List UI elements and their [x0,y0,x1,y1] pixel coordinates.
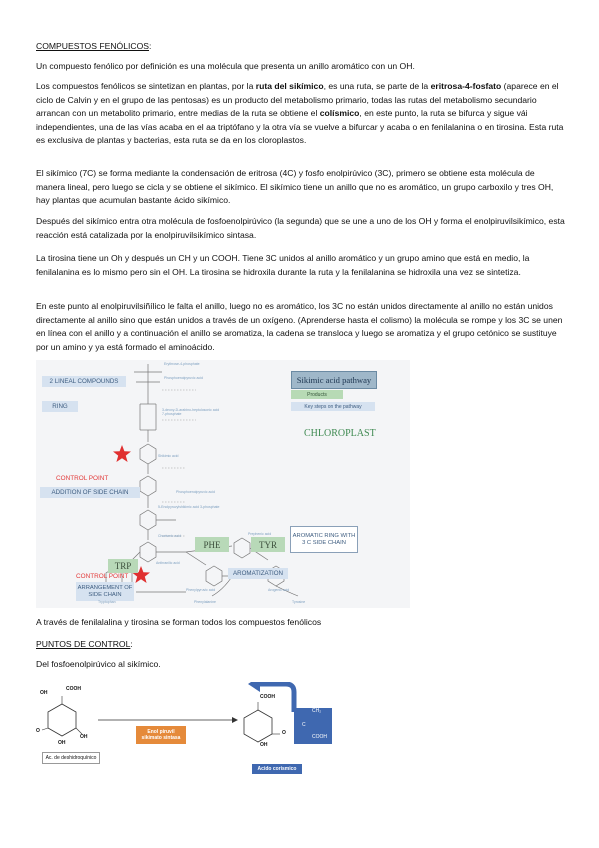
trp-box: TRP [108,559,138,573]
enzyme-line-1: Enol piruvil [147,729,175,735]
addition-side-chain-label: ADDITION OF SIDE CHAIN [40,487,140,498]
pathway-title-box: Sikimic acid pathway [291,371,377,389]
tiny-label-3: 3-deoxy-D-arabino-heptulosonic acid 7-phosphate [162,408,220,416]
heading-colon: : [149,41,152,51]
reaction-figure [36,682,376,774]
tiny-label-12: Tryptophan [98,600,116,604]
control-point-label-1: CONTROL POINT [56,475,109,482]
para2-bold-ruta: ruta del sikímico [255,81,324,91]
cooh-side-label: COOH [312,734,327,740]
oh-label-3: OH [58,740,66,746]
arrangement-label: ARRANGEMENT OF SIDE CHAIN [76,582,134,601]
para2-text-3: (aparece en el ciclo de Calvin y en el grupo de las pentosas) es un producto del metabolismo primario, todas las rutas del metabolismo secundario arrancan con un metabolito primario, entre medias de la ruta se obtiene el [36,81,559,119]
para2-text-4: , en este punto, la ruta se bifurca y sigue vái independientes, una de las vías acaba en el aa triptófano y la otra vía se vuelve a bifurcar y acaba o en fenilalanina o en tirosina. Esta ruta es exclusiva de plantas y bacterias, esta ruta se da en los cloroplastos. [36,108,564,146]
tiny-label-13: Phenylalanine [194,600,216,604]
control-point-star-1 [113,445,131,462]
tiny-label-4: Shikimic acid [158,454,179,458]
phe-box: PHE [195,537,229,552]
control-points-heading [36,638,566,652]
tiny-label-9: Anthranilic acid [156,561,180,565]
ch2-label: CH₂ [312,708,322,714]
paragraph-fosfoenol: Del fosfoenolpirúvico al sikímico. [36,659,161,669]
paragraph-aromatizacion: En este punto al enolpiruvilsiñílico le falta el anillo, luego no es aromático, los 3C no están unidos directamente al anillo no están unidos directamente al anillo sino que están unidos a través de un oxígeno. (Aprenderse hasta el colismo) la molécula se rompe y los 3C se unen en línea con el anillo y a continuación el anillo se aromatiza, la cadena se transloca y luego se aromatiza y el grupo cetónico se sustituye por un amino y ya está formado el aminoácido. [36,301,563,352]
oh-label-2: OH [80,734,88,740]
tiny-label-7: Chorismic acid [158,534,181,538]
ring-label: RING [42,401,78,412]
o-right-label: O [282,730,286,736]
paragraph-sikimico: El sikímico (7C) se forma mediante la condensación de eritrosa (4C) y fosfo enolpirúvico (3C), primero se obtiene esta molécula de manera lineal, pero luego se cicla y se obtiene el sikímico. El sikímico tiene un anillo que no es aromático, un grupo carboxilo y tres OH, hay plantas que acumulan bastante ácido sikímico. [36,168,554,206]
left-ring-shape [48,704,76,736]
products-legend: Products [291,390,343,399]
cooh-right-label: COOH [260,694,275,700]
tiny-label-5: Phosphoenolpyruvic acid [176,490,215,494]
paragraph-synthesis [36,80,566,148]
paragraph-enolpiruvil: Después del sikímico entra otra molécula de fosfoenolpirúvico (la segunda) que se une a uno de los OH y forma el enolpiruvilsikímico, esta reacción está catalizada por la enolpiruvilsikímico sintasa. [36,216,565,240]
paragraph-definition: Un compuesto fenólico por definición es una molécula que presenta un anillo aromático con un OH. [36,61,415,71]
tiny-label-8: Prephenic acid [248,532,272,536]
para2-text-1: Los compuestos fenólicos se sintetizan en plantas, por la [36,81,256,91]
aromatization-label: AROMATIZATION [228,568,288,579]
chloroplast-label: CHLOROPLAST [304,428,376,439]
section-heading [36,40,566,54]
lineal-compounds-label: 2 LINEAL COMPOUNDS [42,376,126,387]
right-ring-shape [244,710,272,742]
tiny-label-14: Tyrosine [292,600,306,604]
para2-bold-eritrosa: eritrosa-4-fosfato [430,81,502,91]
pathway-structures [36,360,410,608]
shikimic-pathway-figure [36,360,410,608]
paragraph-fenilalanina: A través de fenilalalina y tirosina se forman todos los compuestos fenólicos [36,617,322,627]
tyr-box: TYR [251,537,285,552]
para2-bold-colismico: colísmico [319,108,360,119]
heading2-colon: : [130,639,133,649]
enzyme-line-2: sikimato sintasa [141,735,181,741]
tiny-label-10: Phenylpyruvic acid [186,588,216,592]
right-compound-caption: Acido corismico [252,764,302,774]
para2-text-2: , es una ruta, se parte de la [323,81,431,91]
cooh-left-label: COOH [66,686,81,692]
enzyme-box [136,726,186,744]
tiny-label-11: Arogenic acid [268,588,290,592]
blue-arrow-head [248,682,260,692]
aromatic-ring-box: AROMATIC RING WITH 3 C SIDE CHAIN [290,526,358,553]
key-steps-legend: Key steps on the pathway [291,402,375,411]
oh-label-1: OH [40,690,48,696]
heading2-text: PUNTOS DE CONTROL [36,639,131,649]
o-left-label: O [36,728,40,734]
control-point-label-2: CONTROL POINT [76,573,129,580]
tiny-label-2: Phosphoenolpyruvic acid [164,376,203,380]
left-compound-caption: Ac. de deshidroquínico [42,752,100,764]
oh-right-label: OH [260,742,268,748]
reaction-arrow-head [232,717,238,723]
c-label: C [302,722,306,728]
tiny-label-1: Erythrose-4-phosphate [164,362,200,366]
heading-text: COMPUESTOS FENÓLICOS [36,41,150,51]
paragraph-tirosina: La tirosina tiene un Oh y después un CH y un COOH. Tiene 3C unidos al anillo aromático y un grupo amino que está en medio, la fenilalanina es lo mismo pero sin el OH. La tirosina se hidroxila durante la ruta y la fenilalanina se hidroxila una vez se sintetiza. [36,253,530,277]
tiny-label-6: 5-Enolpyruvylshikimic acid 3-phosphate [158,505,220,509]
